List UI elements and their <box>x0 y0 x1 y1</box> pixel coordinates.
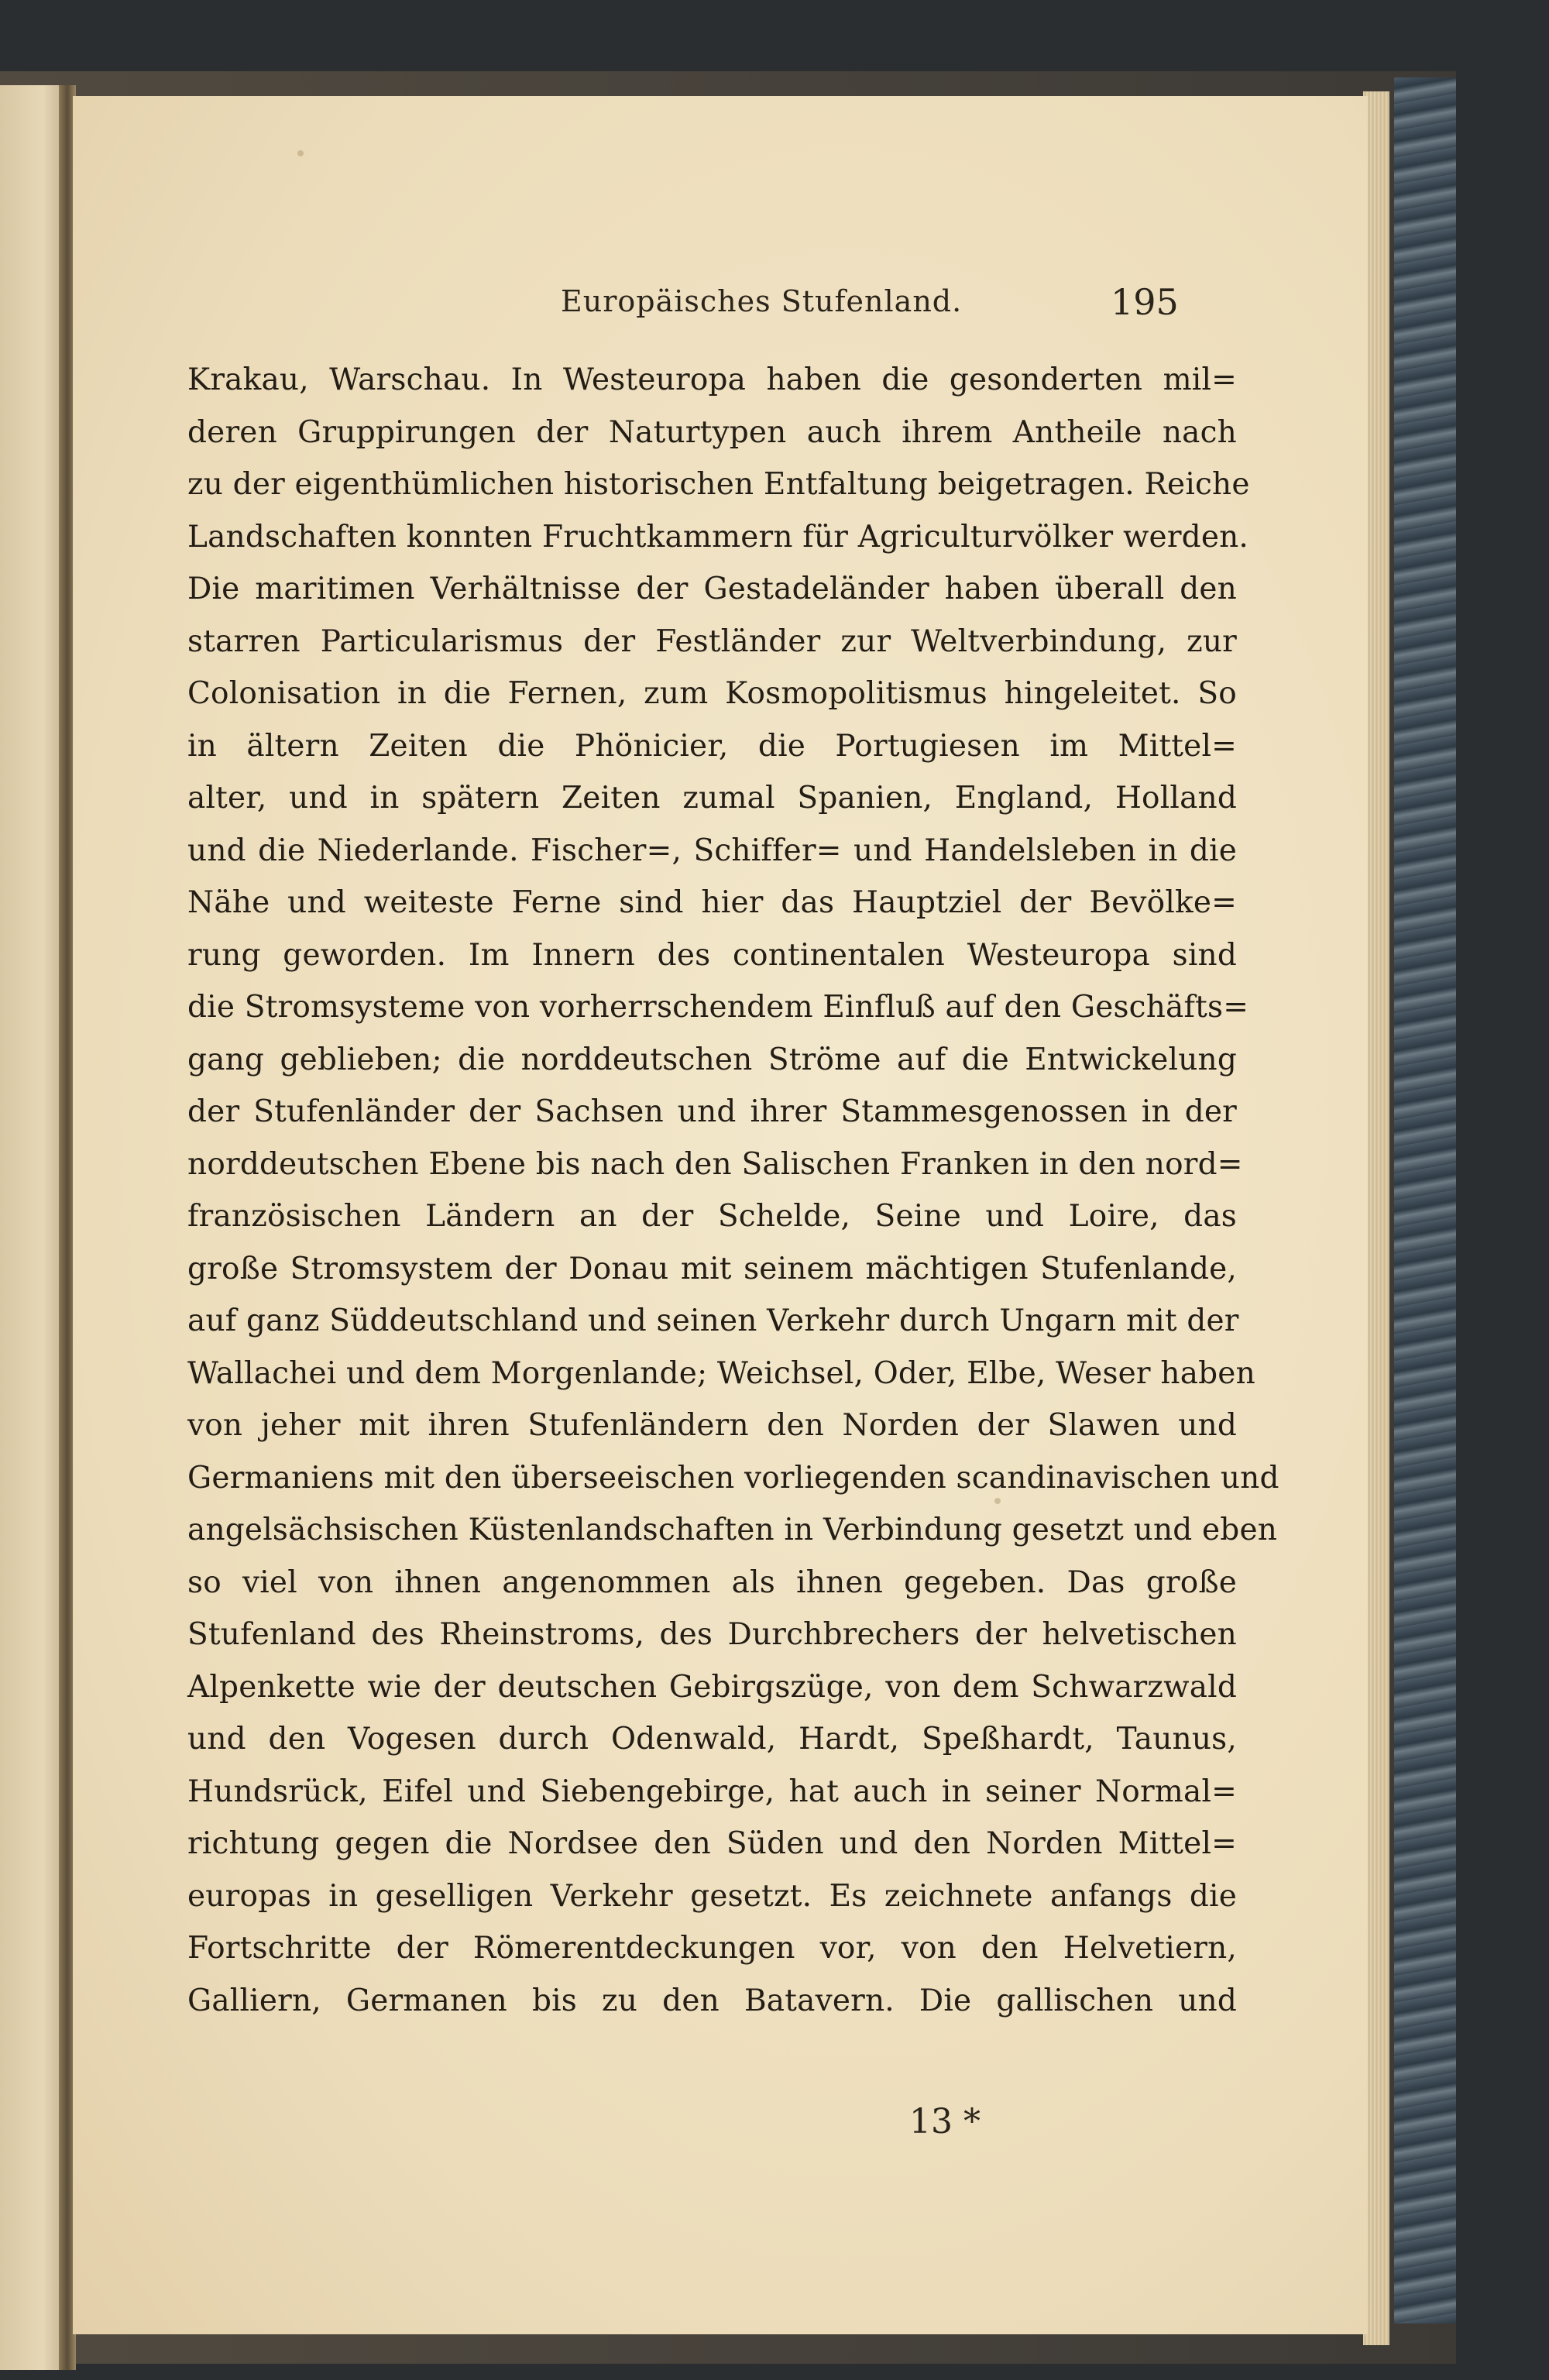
text-line: Wallachei und dem Morgenlande; Weichsel, Oder, Elbe, Weser haben <box>187 1355 1255 1391</box>
running-title: Europäisches Stufenland. <box>561 284 963 318</box>
text-line: norddeutschen Ebene bis nach den Salischen Franken in den nord= <box>187 1146 1243 1182</box>
page-header <box>73 281 1368 331</box>
text-line: rung geworden. Im Innern des continentalen Westeuropa sind <box>187 937 1237 973</box>
text-line: und den Vogesen durch Odenwald, Hardt, Speßhardt, Taunus, <box>187 1722 1237 1757</box>
text-line: gang geblieben; die norddeutschen Ströme auf die Entwickelung <box>187 1042 1237 1077</box>
text-line: Nähe und weiteste Ferne sind hier das Hauptziel der Bevölke= <box>187 885 1237 920</box>
text-line: Colonisation in die Fernen, zum Kosmopolitismus hingeleitet. So <box>187 676 1237 711</box>
text-line: Fortschritte der Römerentdeckungen vor, von den Helvetiern, <box>187 1931 1237 1966</box>
text-line: angelsächsischen Küstenlandschaften in Verbindung gesetzt und eben <box>187 1513 1278 1547</box>
text-line: richtung gegen die Nordsee den Süden und den Norden Mittel= <box>187 1826 1237 1861</box>
book-page <box>73 96 1368 2334</box>
text-line: Alpenkette wie der deutschen Gebirgszüge, von dem Schwarzwald <box>187 1669 1237 1705</box>
page-number: 195 <box>1111 281 1179 323</box>
body-text <box>187 354 1279 2027</box>
text-line: Germaniens mit den überseeischen vorliegenden scandinavischen und <box>187 1460 1279 1496</box>
text-line: auf ganz Süddeutschland und seinen Verkehr durch Ungarn mit der <box>187 1303 1239 1338</box>
text-line: starren Particularismus der Festländer zur Weltverbindung, zur <box>187 623 1237 659</box>
paper-spot <box>994 1498 1001 1504</box>
text-line: die Stromsysteme von vorherrschendem Einfluß auf den Geschäfts= <box>187 990 1249 1025</box>
cover-marbled-edge <box>1394 77 1456 2323</box>
text-line: große Stromsystem der Donau mit seinem mächtigen Stufenlande, <box>187 1251 1237 1286</box>
text-line: von jeher mit ihren Stufenländern den Norden der Slawen und <box>187 1408 1237 1443</box>
signature-mark: 13 * <box>909 2102 981 2141</box>
text-line: zu der eigenthümlichen historischen Entfaltung beigetragen. Reiche <box>187 467 1250 502</box>
paper-spot <box>297 150 304 156</box>
text-line: Landschaften konnten Fruchtkammern für Agriculturvölker werden. <box>187 519 1249 555</box>
text-line: alter, und in spätern Zeiten zumal Spanien, England, Holland <box>187 781 1237 816</box>
text-line: Krakau, Warschau. In Westeuropa haben die gesonderten mil= <box>187 362 1237 397</box>
text-line: französischen Ländern an der Schelde, Seine und Loire, das <box>187 1199 1237 1234</box>
text-line: der Stufenländer der Sachsen und ihrer Stammesgenossen in der <box>187 1094 1237 1129</box>
text-line: so viel von ihnen angenommen als ihnen gegeben. Das große <box>187 1564 1237 1600</box>
text-line: und die Niederlande. Fischer=, Schiffer= und Handelsleben in die <box>187 833 1237 868</box>
text-line: in ältern Zeiten die Phönicier, die Portugiesen im Mittel= <box>187 728 1237 764</box>
text-line: Stufenland des Rheinstroms, des Durchbrechers der helvetischen <box>187 1617 1237 1652</box>
text-line: Hundsrück, Eifel und Siebengebirge, hat auch in seiner Normal= <box>187 1774 1237 1809</box>
text-line: Die maritimen Verhältnisse der Gestadeländer haben überall den <box>187 572 1237 606</box>
text-line: europas in geselligen Verkehr gesetzt. Es zeichnete anfangs die <box>187 1878 1237 1914</box>
text-line: Galliern, Germanen bis zu den Batavern. Die gallischen und <box>187 1983 1237 2018</box>
text-line: deren Gruppirungen der Naturtypen auch ihrem Antheile nach <box>187 414 1237 450</box>
